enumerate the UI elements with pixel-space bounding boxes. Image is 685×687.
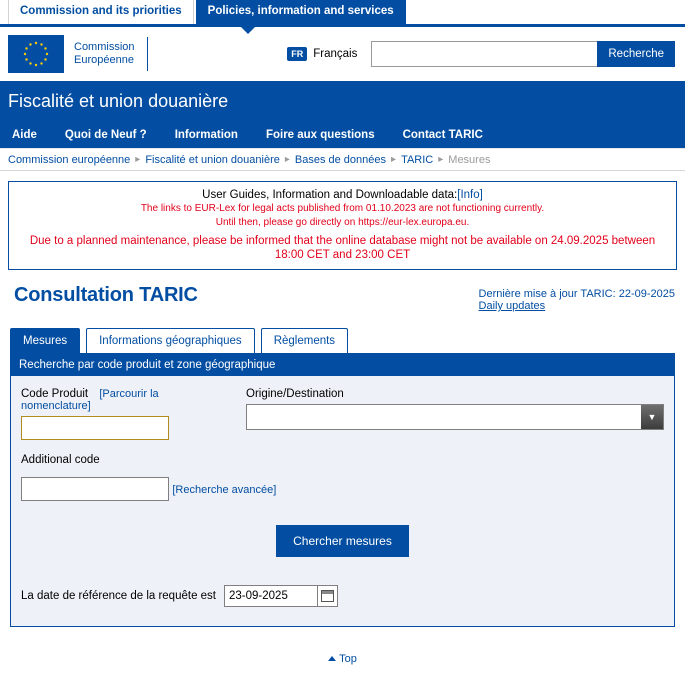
top-tab-strip: [0, 0, 685, 27]
tab-mesures-label: Mesures: [23, 335, 68, 347]
product-code-label-row: [21, 388, 231, 412]
calendar-icon[interactable]: [318, 585, 338, 607]
origin-destination-select[interactable]: [246, 404, 664, 430]
breadcrumb-separator-icon: ▸: [438, 154, 444, 165]
tab-reglements-label: Règlements: [273, 335, 336, 347]
breadcrumb-separator-icon: ▸: [284, 154, 290, 165]
eu-stars-icon: [23, 41, 49, 67]
reference-date-row: [21, 585, 664, 607]
eu-flag-icon: [8, 35, 64, 73]
back-to-top-label[interactable]: Top: [339, 653, 357, 665]
advanced-search-link[interactable]: [Recherche avancée]: [172, 484, 277, 496]
top-tab-policies-label: Policies, information and services: [207, 5, 394, 17]
origin-destination-group: [246, 388, 664, 440]
calendar-glyph-icon: [321, 590, 334, 602]
product-code-input[interactable]: [21, 416, 169, 440]
search-measures-button[interactable]: Chercher mesures: [276, 525, 409, 557]
last-update-value: 22-09-2025: [618, 288, 675, 300]
top-tab-commission-label: Commission and its priorities: [20, 5, 182, 17]
top-tab-policies[interactable]: [196, 0, 406, 24]
product-code-label: Code Produit: [21, 388, 89, 400]
eurlex-url-link[interactable]: https://eur-lex.europa.eu: [358, 217, 467, 228]
breadcrumb: [0, 149, 685, 171]
site-title: Fiscalité et union douanière: [8, 90, 229, 111]
notice-box: [8, 181, 677, 270]
search-input[interactable]: [371, 41, 597, 67]
eu-logo-line2: Européenne: [74, 53, 134, 66]
breadcrumb-item-bases-de-donnees[interactable]: Bases de données: [294, 153, 387, 166]
eu-logo-text: [74, 37, 148, 71]
breadcrumb-item-fiscalite[interactable]: Fiscalité et union douanière: [145, 153, 280, 166]
page-title-row: [0, 270, 685, 312]
submit-row: [21, 525, 664, 557]
active-tab-pointer-icon: [240, 26, 256, 34]
top-tab-commission[interactable]: [8, 0, 194, 24]
notice-eurlex-suffix: .: [466, 217, 470, 228]
breadcrumb-separator-icon: ▸: [135, 154, 141, 165]
nav-item-contact-taric[interactable]: Contact TARIC: [402, 128, 483, 141]
search-button[interactable]: Recherche: [597, 41, 675, 67]
tab-informations-geographiques-label: Informations géographiques: [99, 335, 242, 347]
daily-updates-link[interactable]: Daily updates: [478, 300, 546, 312]
product-code-group: [21, 388, 231, 440]
eu-header: [0, 27, 685, 81]
notice-user-guides: [15, 188, 670, 202]
breadcrumb-item-commission[interactable]: Commission européenne: [8, 153, 131, 166]
tab-mesures[interactable]: [10, 328, 80, 353]
tab-informations-geographiques[interactable]: [86, 328, 255, 353]
site-banner: [0, 81, 685, 121]
notice-maintenance: Due to a planned maintenance, please be informed that the online database might not be available on 24.09.2025 between 18:00 CET and 23:00 CET: [29, 235, 656, 261]
eu-logo[interactable]: [8, 35, 148, 73]
last-update-label: Dernière mise à jour TARIC:: [478, 288, 616, 300]
breadcrumb-item-taric[interactable]: TARIC: [401, 153, 434, 166]
notice-eurlex-prefix: Until then, please go directly on: [215, 217, 359, 228]
tab-reglements[interactable]: [261, 328, 348, 353]
additional-code-label: Additional code: [21, 454, 100, 466]
breadcrumb-separator-icon: ▸: [391, 154, 397, 165]
content-tabs: [10, 328, 685, 353]
nav-item-quoi-de-neuf[interactable]: Quoi de Neuf ?: [64, 128, 147, 141]
nav-item-aide[interactable]: Aide: [12, 128, 37, 141]
notice-eurlex-warning: The links to EUR-Lex for legal acts published from 01.10.2023 are not functioning currently.: [140, 203, 545, 214]
search-panel: [10, 353, 675, 627]
notice-eurlex-alternative: [15, 216, 670, 230]
reference-date-label: La date de référence de la requête est: [21, 590, 217, 602]
main-nav: [0, 121, 685, 149]
nav-item-information[interactable]: Information: [174, 128, 238, 141]
last-update-line: [479, 288, 675, 300]
chevron-down-icon[interactable]: ▼: [641, 405, 663, 429]
eu-logo-line1: Commission: [74, 40, 135, 53]
site-search: [371, 41, 675, 67]
page-title: Consultation TARIC: [14, 284, 198, 306]
additional-code-input[interactable]: [21, 477, 169, 501]
browse-nomenclature-link[interactable]: [Parcourir la nomenclature]: [21, 388, 159, 412]
reference-date-input[interactable]: [224, 585, 318, 607]
first-field-row: [21, 388, 664, 440]
search-panel-header: Recherche par code produit et zone géographique: [11, 354, 674, 376]
language-selector[interactable]: [287, 47, 357, 61]
back-to-top[interactable]: [0, 653, 685, 665]
notice-info-link[interactable]: [Info]: [457, 189, 483, 201]
nav-item-faq[interactable]: Foire aux questions: [265, 128, 375, 141]
language-label: Français: [313, 47, 358, 60]
breadcrumb-item-mesures: Mesures: [448, 153, 491, 166]
last-update-block: [479, 284, 675, 312]
language-badge: FR: [287, 47, 307, 61]
origin-destination-label: Origine/Destination: [246, 388, 344, 400]
notice-user-guides-text: User Guides, Information and Downloadable data:: [202, 189, 458, 201]
search-panel-body: [11, 376, 674, 626]
caret-up-icon: [328, 656, 336, 661]
